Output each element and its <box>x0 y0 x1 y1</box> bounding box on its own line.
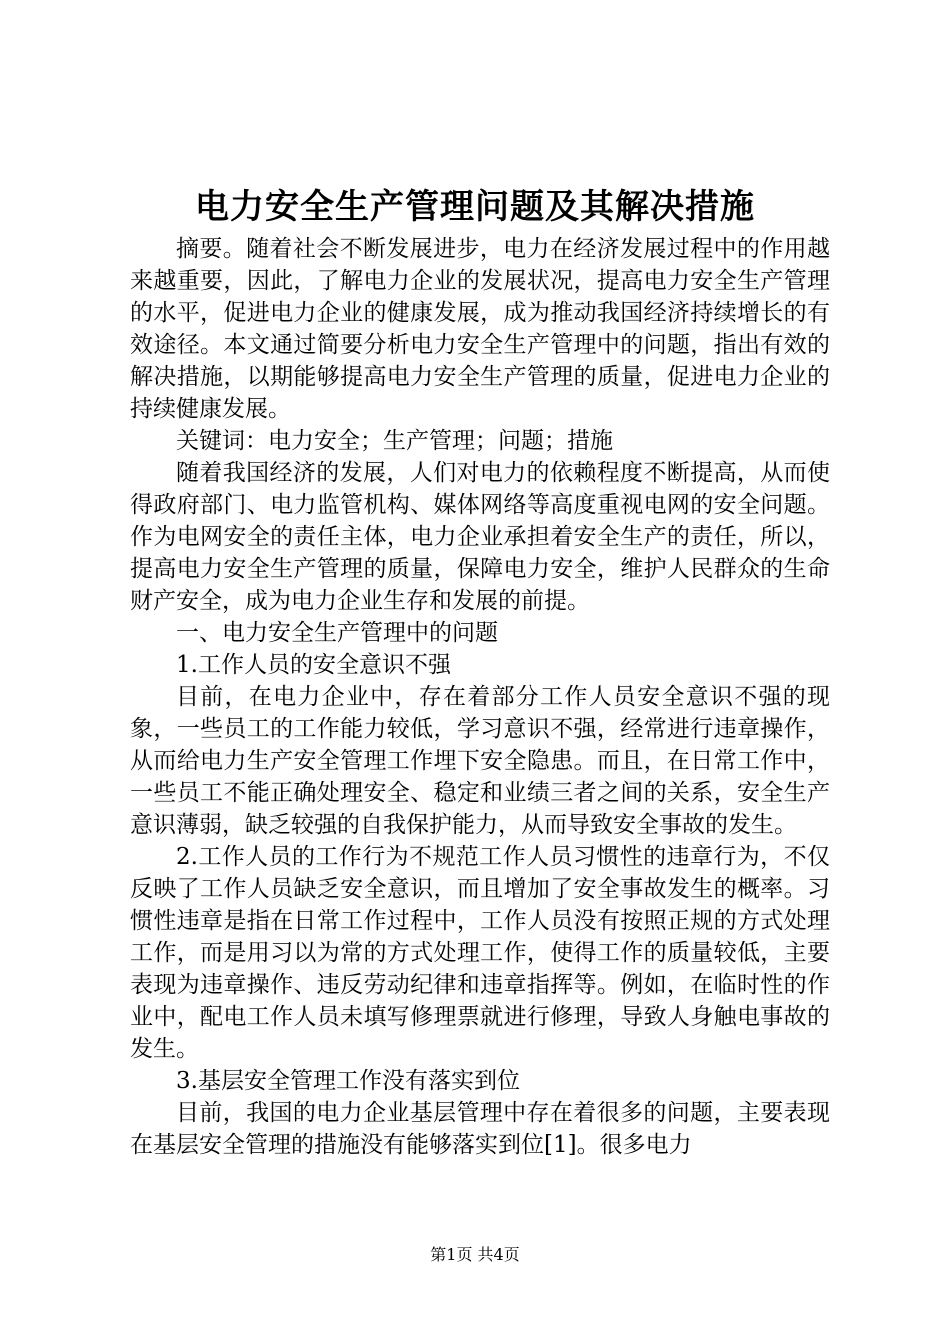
subsection-heading-3: 3.基层安全管理工作没有落实到位 <box>176 1068 520 1094</box>
page-footer: 第1页 共4页 <box>430 1245 520 1264</box>
section-heading-1: 一、电力安全生产管理中的问题 <box>176 620 498 646</box>
document-body <box>130 233 830 1161</box>
intro-paragraph: 随着我国经济的发展，人们对电力的依赖程度不断提高，从而使得政府部门、电力监管机构、媒体网络等高度重视电网的安全问题。作为电网安全的责任主体，电力企业承担着安全生产的责任，所以，提高电力安全生产管理的质量，保障电力安全，维护人民群众的生命财产安全，成为电力企业生存和发展的前提。 <box>130 460 830 614</box>
body-paragraph: 目前，在电力企业中，存在着部分工作人员安全意识不强的现象，一些员工的工作能力较低，学习意识不强，经常进行违章操作，从而给电力生产安全管理工作埋下安全隐患。而且，在日常工作中，一些员工不能正确处理安全、稳定和业绩三者之间的关系，安全生产意识薄弱，缺乏较强的自我保护能力，从而导致安全事故的发生。 <box>130 684 830 838</box>
document-title: 电力安全生产管理问题及其解决措施 <box>195 187 755 227</box>
body-paragraph: 目前，我国的电力企业基层管理中存在着很多的问题，主要表现在基层安全管理的措施没有能够落实到位[1]。很多电力 <box>130 1100 830 1158</box>
keywords-line: 关键词：电力安全；生产管理；问题；措施 <box>176 428 613 454</box>
abstract-paragraph: 摘要。随着社会不断发展进步，电力在经济发展过程中的作用越来越重要，因此，了解电力企业的发展状况，提高电力安全生产管理的水平，促进电力企业的健康发展，成为推动我国经济持续增长的有效途径。本文通过简要分析电力安全生产管理中的问题，指出有效的解决措施，以期能够提高电力安全生产管理的质量，促进电力企业的持续健康发展。 <box>130 236 830 422</box>
body-paragraph: 2.工作人员的工作行为不规范工作人员习惯性的违章行为，不仅反映了工作人员缺乏安全意识，而且增加了安全事故发生的概率。习惯性违章是指在日常工作过程中，工作人员没有按照正规的方式处理工作，而是用习以为常的方式处理工作，使得工作的质量较低，主要表现为违章操作、违反劳动纪律和违章指挥等。例如，在临时性的作业中，配电工作人员未填写修理票就进行修理，导致人身触电事故的发生。 <box>130 844 830 1062</box>
subsection-heading-1: 1.工作人员的安全意识不强 <box>176 652 451 678</box>
